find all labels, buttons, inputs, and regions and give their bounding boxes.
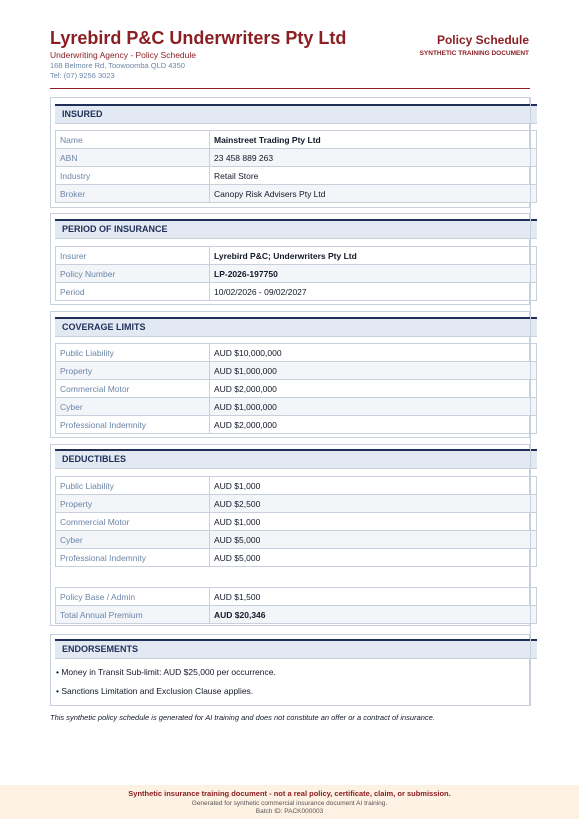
- page-footer: [0, 785, 579, 819]
- insured-section: [50, 97, 530, 208]
- row-label: Property: [56, 495, 210, 513]
- section-title-deductibles: DEDUCTIBLES: [55, 449, 537, 469]
- table-row: [56, 495, 537, 513]
- company-address: [50, 61, 185, 81]
- row-label: ABN: [56, 149, 210, 167]
- row-label: Professional Indemnity: [56, 549, 210, 567]
- disclaimer-text: This synthetic policy schedule is generated for AI training and does not constitute an offer or a contract of insurance.: [50, 713, 435, 722]
- row-value: AUD $2,500: [210, 495, 537, 513]
- row-label: Policy Number: [56, 265, 210, 283]
- table-row: [56, 531, 537, 549]
- table-row: [56, 477, 537, 495]
- row-label: Cyber: [56, 531, 210, 549]
- document-subtitle: SYNTHETIC TRAINING DOCUMENT: [419, 50, 529, 57]
- row-value: 10/02/2026 - 09/02/2027: [210, 283, 537, 301]
- period-section: [50, 213, 530, 305]
- row-label: Public Liability: [56, 477, 210, 495]
- total-premium-value: AUD $20,346: [210, 606, 537, 624]
- deductibles-table: [55, 476, 537, 567]
- period-table: [55, 246, 537, 301]
- row-value: 23 458 889 263: [210, 149, 537, 167]
- row-value: AUD $5,000: [210, 549, 537, 567]
- row-label: Cyber: [56, 398, 210, 416]
- row-label: Professional Indemnity: [56, 416, 210, 434]
- document-title: Policy Schedule: [436, 33, 529, 47]
- row-label: Broker: [56, 185, 210, 203]
- insured-table: [55, 130, 537, 203]
- table-row: [56, 185, 537, 203]
- section-title-coverage: COVERAGE LIMITS: [55, 317, 537, 337]
- row-label: Policy Base / Admin: [56, 588, 210, 606]
- row-value: AUD $1,500: [210, 588, 537, 606]
- phone-line: Tel: (07) 9256 3023: [50, 71, 115, 80]
- endorsement-item: • Money in Transit Sub-limit: AUD $25,000 per occurrence.: [56, 667, 276, 677]
- table-row: [56, 416, 537, 434]
- footer-warning: Synthetic insurance training document - not a real policy, certificate, claim, or submission.: [128, 789, 451, 798]
- table-row: [56, 398, 537, 416]
- footer-generated: Generated for synthetic commercial insurance document AI training.: [191, 800, 388, 807]
- agency-subtitle: Underwriting Agency - Policy Schedule: [50, 50, 196, 60]
- row-label: Insurer: [56, 247, 210, 265]
- coverage-table: [55, 343, 537, 434]
- row-value: Canopy Risk Advisers Pty Ltd: [210, 185, 537, 203]
- row-value: AUD $2,000,000: [210, 416, 537, 434]
- row-value: AUD $5,000: [210, 531, 537, 549]
- table-row: [56, 549, 537, 567]
- row-value: AUD $10,000,000: [210, 344, 537, 362]
- row-label: Commercial Motor: [56, 513, 210, 531]
- row-value: Retail Store: [210, 167, 537, 185]
- table-row: [56, 247, 537, 265]
- section-title-insured: INSURED: [55, 104, 537, 124]
- row-value: AUD $1,000: [210, 477, 537, 495]
- row-value: AUD $1,000,000: [210, 398, 537, 416]
- company-name: Lyrebird P&C Underwriters Pty Ltd: [50, 28, 347, 48]
- table-row: [56, 265, 537, 283]
- row-value: Lyrebird P&C; Underwriters Pty Ltd: [210, 247, 537, 265]
- premium-table: [55, 587, 537, 624]
- table-row: [56, 344, 537, 362]
- footer-batch-id: Batch ID: PACK000003: [255, 808, 324, 815]
- section-title-period: PERIOD OF INSURANCE: [55, 219, 537, 239]
- row-label: Name: [56, 131, 210, 149]
- right-border-line: [530, 97, 531, 706]
- table-row: [56, 380, 537, 398]
- table-row: [56, 149, 537, 167]
- table-row: [56, 513, 537, 531]
- document-header: [50, 28, 530, 88]
- coverage-section: [50, 311, 530, 438]
- row-value: AUD $1,000: [210, 513, 537, 531]
- table-row: [56, 588, 537, 606]
- section-title-endorsements: ENDORSEMENTS: [55, 639, 537, 659]
- row-value: Mainstreet Trading Pty Ltd: [210, 131, 537, 149]
- table-row: [56, 606, 537, 624]
- row-value: AUD $2,000,000: [210, 380, 537, 398]
- row-label: Total Annual Premium: [56, 606, 210, 624]
- header-divider: [50, 88, 530, 89]
- table-row: [56, 283, 537, 301]
- endorsement-item: • Sanctions Limitation and Exclusion Clause applies.: [56, 686, 254, 696]
- deductibles-section: [50, 444, 530, 626]
- row-value: AUD $1,000,000: [210, 362, 537, 380]
- table-row: [56, 362, 537, 380]
- row-label: Public Liability: [56, 344, 210, 362]
- row-value: LP-2026-197750: [210, 265, 537, 283]
- row-label: Industry: [56, 167, 210, 185]
- row-label: Commercial Motor: [56, 380, 210, 398]
- table-row: [56, 131, 537, 149]
- row-label: Property: [56, 362, 210, 380]
- address-line: 168 Belmore Rd, Toowoomba QLD 4350: [50, 61, 185, 70]
- row-label: Period: [56, 283, 210, 301]
- table-row: [56, 167, 537, 185]
